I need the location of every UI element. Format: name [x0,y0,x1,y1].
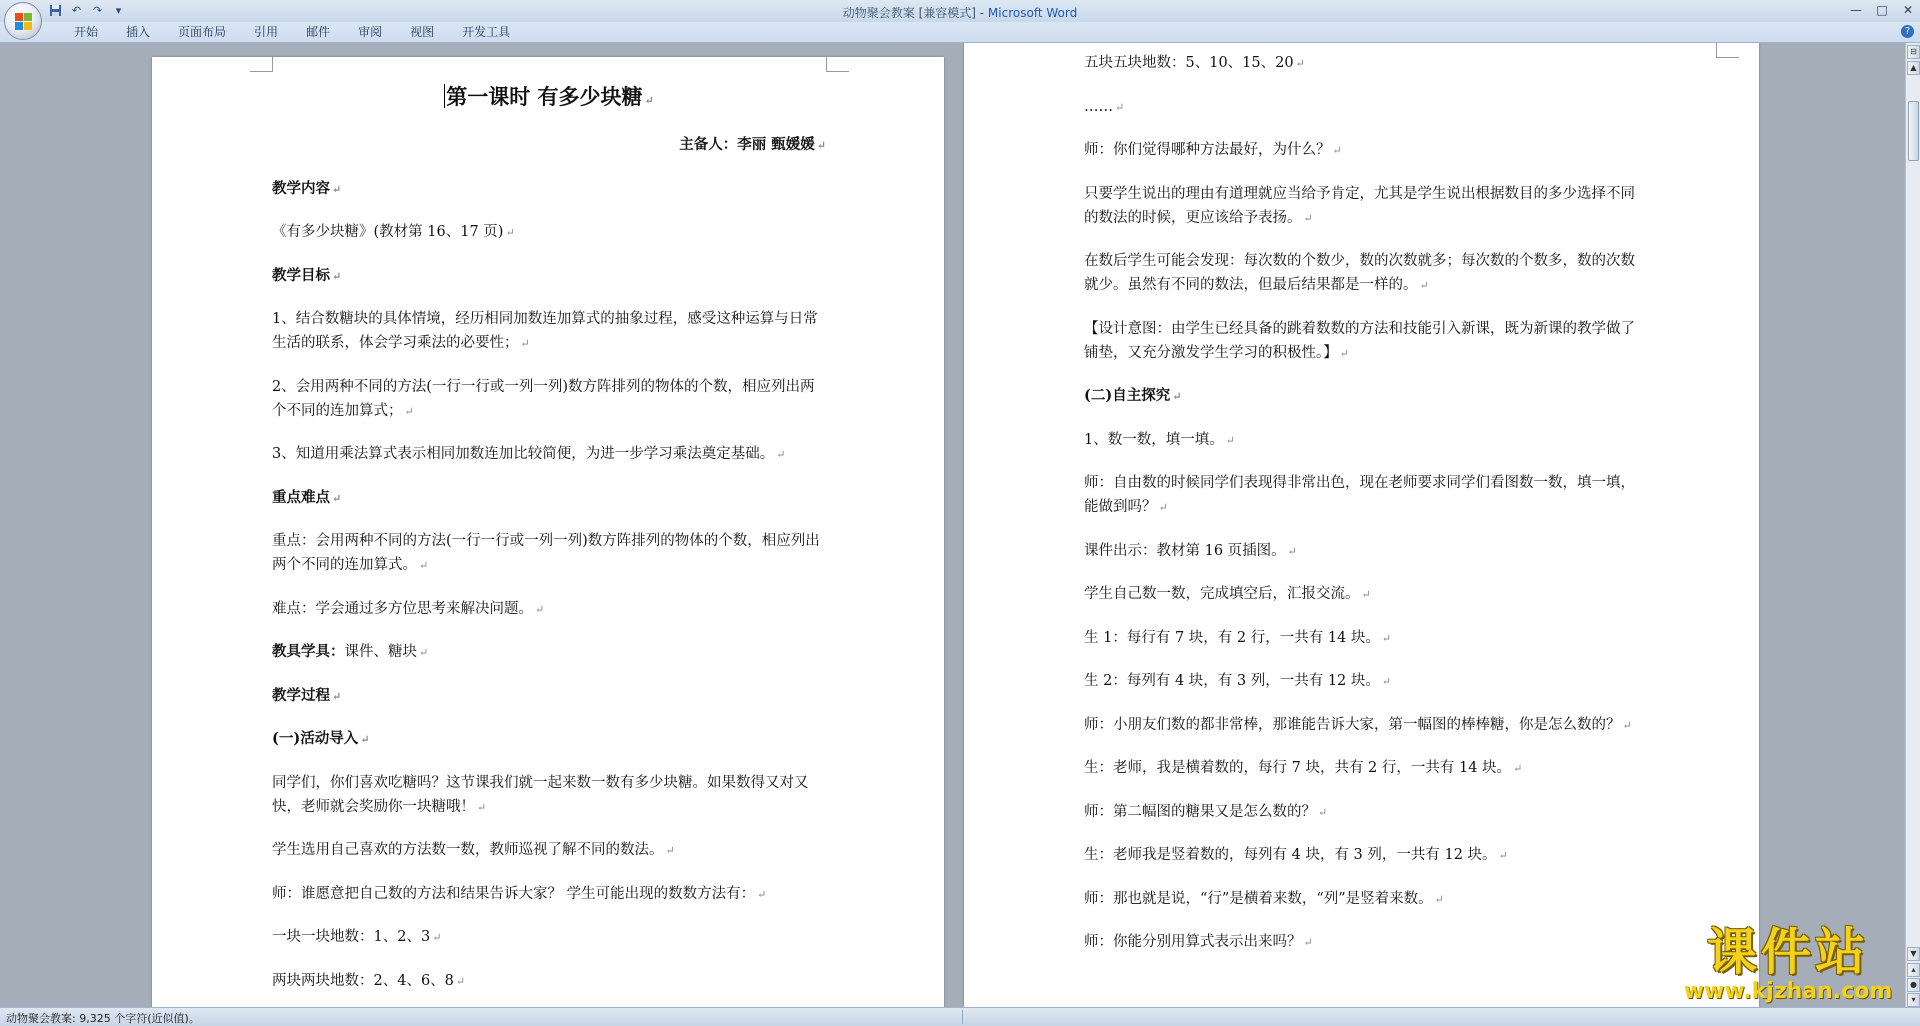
window-title [0,4,1920,21]
paragraph-mark: ↵ [1303,936,1313,949]
paragraph-text: 师：小朋友们数的都非常棒，那谁能告诉大家，第一幅图的棒棒糖，你是怎么数的？ [1084,716,1621,733]
body-paragraph [272,597,826,622]
paragraph-text: 3、知道用乘法算式表示相同加数连加比较简便，为进一步学习乘法奠定基础。 [272,446,775,462]
paragraph-text: 1、数一数，填一填。 [1084,431,1224,448]
paragraph-text: 重点难点 [272,488,330,506]
app-name: Microsoft Word [987,6,1078,20]
paragraph-mark: ↵ [1381,675,1392,688]
paragraph-text: (二)自主探究 [1084,387,1171,404]
quick-access-toolbar [48,3,126,18]
status-bar [0,1007,1920,1026]
paragraph-mark: ↵ [1434,892,1444,906]
paragraph-text: 【设计意图：由学生已经具备的跳着数数的方法和技能引入新课，既为新课的教学做了铺垫，又充分激发学生学习的积极性。】 [1084,320,1635,361]
watermark-url-text: www.kjzhan.com [1683,979,1893,1004]
body-paragraph [272,307,826,356]
paragraph-text: 生 2：每列有 4 块，有 3 列，一共有 12 块。 [1084,673,1380,689]
maximize-button[interactable]: □ [1876,3,1888,17]
body-paragraph [1084,249,1638,298]
paragraph-mark: ↵ [535,602,545,616]
status-divider [962,1010,963,1024]
preparer-line [272,133,826,158]
help-icon[interactable]: ? [1901,25,1914,38]
margin-corner-mark [1716,43,1739,58]
preparer-text: 主备人：李丽 甄媛媛 [679,136,815,153]
paragraph-text: 2、会用两种不同的方法(一行一行或一列一列)数方阵排列的物体的个数，相应列出两个不同的连加算式； [272,378,815,419]
paragraph-text: 生：老师我是竖着数的，每列有 4 块，有 3 列，一共有 12 块。 [1084,847,1497,863]
tab-review[interactable]: 审阅 [358,25,383,39]
body-paragraph [272,640,826,665]
paragraph-mark: ↵ [1287,544,1297,558]
undo-icon[interactable]: ↶ [71,4,82,17]
title-bar [0,0,1920,22]
window-controls [1850,3,1914,17]
section-heading [272,264,826,289]
body-paragraph [272,375,826,424]
paragraph-mark: ↵ [1318,805,1328,819]
document-area [0,43,1905,1007]
body-paragraph [272,442,826,467]
paragraph-text: 师：第二幅图的糖果又是怎么数的？ [1084,803,1316,820]
body-paragraph [1084,713,1638,738]
paragraph-text: 一块一块地数：1、2、3 [272,929,431,945]
paragraph-mark: ↵ [505,226,515,239]
body-paragraph [1084,843,1638,868]
body-paragraph [1084,582,1638,607]
paragraph-mark: ↵ [332,182,342,196]
paragraph-mark: ↵ [1115,100,1125,114]
body-paragraph [1084,669,1638,694]
paragraph-mark: ↵ [1498,849,1508,862]
margin-corner-mark [250,57,273,72]
paragraph-text: 课件出示：教材第 16 页插图。 [1084,542,1286,559]
body-paragraph [1084,428,1638,453]
scroll-down-icon[interactable]: ▼ [1907,947,1920,961]
paragraph-text: 师：自由数的时候同学们表现得非常出色，现在老师要求同学们看图数一数，填一填，能做到吗？ [1084,475,1635,515]
body-paragraph [1084,756,1638,781]
body-paragraph [272,882,826,907]
body-paragraph [1084,930,1638,955]
margin-corner-mark [826,57,849,72]
paragraph-text: 师：谁愿意把自己数的方法和结果告诉大家？ 学生可能出现的数数方法有： [272,885,756,902]
page-left[interactable] [152,57,944,1007]
close-button[interactable]: ✕ [1902,3,1914,17]
paragraph-text: 教学过程 [272,686,330,704]
paragraph-text: 学生选用自己喜欢的方法数一数，教师巡视了解不同的数法。 [272,842,664,858]
status-word-count[interactable]: 动物聚会教案: 9,325 个字符(近似值)。 [6,1012,200,1025]
paragraph-mark: ↵ [1225,433,1235,447]
ribbon-tabs [60,25,524,40]
paragraph-mark: ↵ [1339,346,1349,360]
paragraph-text: 在数后学生可能会发现：每次数的个数少，数的次数就多；每次数的个数多，数的次数就少。虽然有不同的数法，但最后结果都是一样的。 [1084,253,1635,293]
paragraph-text: 《有多少块糖》(教材第 16、17 页) [272,224,504,240]
body-paragraph [272,838,826,863]
tab-home[interactable]: 开始 [74,25,99,39]
paragraph-text: 生 1：每行有 7 块，有 2 行，一共有 14 块。 [1084,629,1380,646]
paragraph-text: 师：那也就是说，“行”是横着来数，“列”是竖着来数。 [1084,890,1433,907]
paragraph-mark: ↵ [1361,588,1371,601]
body-paragraph [1084,95,1638,120]
body-paragraph [272,220,826,245]
tab-insert[interactable]: 插入 [126,25,151,39]
select-browse-object-icon[interactable]: ● [1907,978,1920,992]
paragraph-mark: ↵ [1303,211,1313,225]
minimize-button[interactable]: — [1850,3,1862,17]
previous-page-icon[interactable]: ▴ [1907,963,1920,977]
paragraph-text: 师：你们觉得哪种方法最好，为什么？ [1084,142,1331,158]
body-paragraph [1084,626,1638,651]
paragraph-mark: ↵ [1381,631,1392,645]
page-right[interactable] [964,43,1759,1007]
paragraph-text: 1、结合数糖块的具体情境，经历相同加数连加算式的抽象过程，感受这种运算与日常生活的联系，体会学习乘法的必要性； [272,311,818,351]
save-icon[interactable] [48,3,63,18]
body-paragraph [1084,317,1638,366]
paragraph-mark: ↵ [360,733,370,746]
watermark-logo [1668,924,1908,1006]
tab-mailings[interactable]: 邮件 [306,25,331,39]
paragraph-mark: ↵ [665,844,675,857]
section-heading [272,177,826,202]
paragraph-mark: ↵ [332,269,342,283]
body-paragraph [1084,800,1638,825]
watermark-cn-text: 课件站 [1707,923,1869,981]
paragraph-mark: ↵ [757,887,767,901]
paragraph-mark: ↵ [477,800,487,814]
redo-icon[interactable]: ↷ [92,4,103,17]
body-paragraph [272,969,826,994]
body-paragraph [1084,51,1638,76]
paragraph-mark: ↵ [1513,762,1523,775]
body-paragraph [1084,471,1638,520]
body-paragraph [1084,539,1638,564]
scrollbar-thumb[interactable] [1908,101,1919,161]
body-paragraph [1084,887,1638,912]
paragraph-text: 同学们，你们喜欢吃糖吗？这节课我们就一起来数一数有多少块糖。如果数得又对又快，老师就会奖励你一块糖哦！ [272,774,809,815]
paragraph-text: 教具学具：课件、糖块 [272,643,417,660]
section-heading [272,684,826,709]
ribbon [0,22,1920,43]
tab-references[interactable]: 引用 [254,25,279,39]
document-heading [272,83,826,115]
paragraph-mark: ↵ [332,689,342,703]
ruler-toggle-icon[interactable]: ⊟ [1907,45,1920,59]
heading-text: 第一课时 有多少块糖 [446,84,643,109]
next-page-icon[interactable]: ▾ [1907,993,1920,1007]
section-heading [1084,384,1638,409]
paragraph-mark: ↵ [455,974,466,988]
body-paragraph [272,925,826,950]
paragraph-text: 生：老师，我是横着数的，每行 7 块，共有 2 行，一共有 14 块。 [1084,760,1512,776]
paragraph-mark: ↵ [332,491,342,505]
paragraph-mark: ↵ [432,931,442,944]
paragraph-mark: ↵ [776,448,786,461]
right-page-content [1084,51,1638,974]
paragraph-text: 学生自己数一数，完成填空后，汇报交流。 [1084,586,1360,602]
body-paragraph [1084,182,1638,231]
body-paragraph [1084,138,1638,163]
paragraph-text: 只要学生说出的理由有道理就应当给予肯定，尤其是学生说出根据数目的多少选择不同的数法的时候，更应该给予表扬。 [1084,185,1635,226]
paragraph-mark: ↵ [520,337,530,350]
section-heading [272,486,826,511]
paragraph-mark: ↵ [1172,390,1182,403]
paragraph-mark: ↵ [419,646,429,659]
section-heading [272,727,826,752]
paragraph-text: (一)活动导入 [272,730,359,747]
left-page-content [272,67,826,1007]
paragraph-mark: ↵ [1622,718,1632,732]
vertical-scrollbar[interactable] [1905,43,1920,1007]
paragraph-mark: ↵ [816,139,826,152]
paragraph-mark: ↵ [1332,144,1342,157]
paragraph-text: 教学内容 [272,179,330,197]
office-button[interactable] [4,2,42,40]
document-title: 动物聚会教案 [兼容模式] - [842,6,988,20]
paragraph-mark: ↵ [1158,501,1168,514]
office-logo-icon [15,13,33,31]
paragraph-text: 重点：会用两种不同的方法(一行一行或一列一列)数方阵排列的物体的个数，相应列出两个不同的连加算式。 [272,533,820,573]
paragraph-mark: ↵ [404,404,414,418]
tab-developer[interactable]: 开发工具 [462,25,511,39]
paragraph-text: 师：你能分别用算式表示出来吗？ [1084,934,1302,950]
scroll-up-icon[interactable]: ▲ [1907,61,1920,75]
paragraph-text: 两块两块地数：2、4、6、8 [272,972,454,989]
paragraph-mark: ↵ [1295,57,1305,70]
paragraph-mark: ↵ [1419,279,1429,292]
paragraph-mark: ↵ [644,94,654,107]
tab-page-layout[interactable]: 页面布局 [178,25,227,39]
body-paragraph [272,529,826,578]
paragraph-text: …… [1084,98,1113,115]
paragraph-text: 五块五块地数：5、10、15、20 [1084,55,1294,71]
tab-view[interactable]: 视图 [410,25,435,39]
paragraph-mark: ↵ [419,559,429,572]
paragraph-text: 难点：学会通过多方位思考来解决问题。 [272,600,533,617]
body-paragraph [272,771,826,820]
paragraph-text: 教学目标 [272,266,330,284]
customize-quick-access-icon[interactable]: ▾ [115,4,122,17]
